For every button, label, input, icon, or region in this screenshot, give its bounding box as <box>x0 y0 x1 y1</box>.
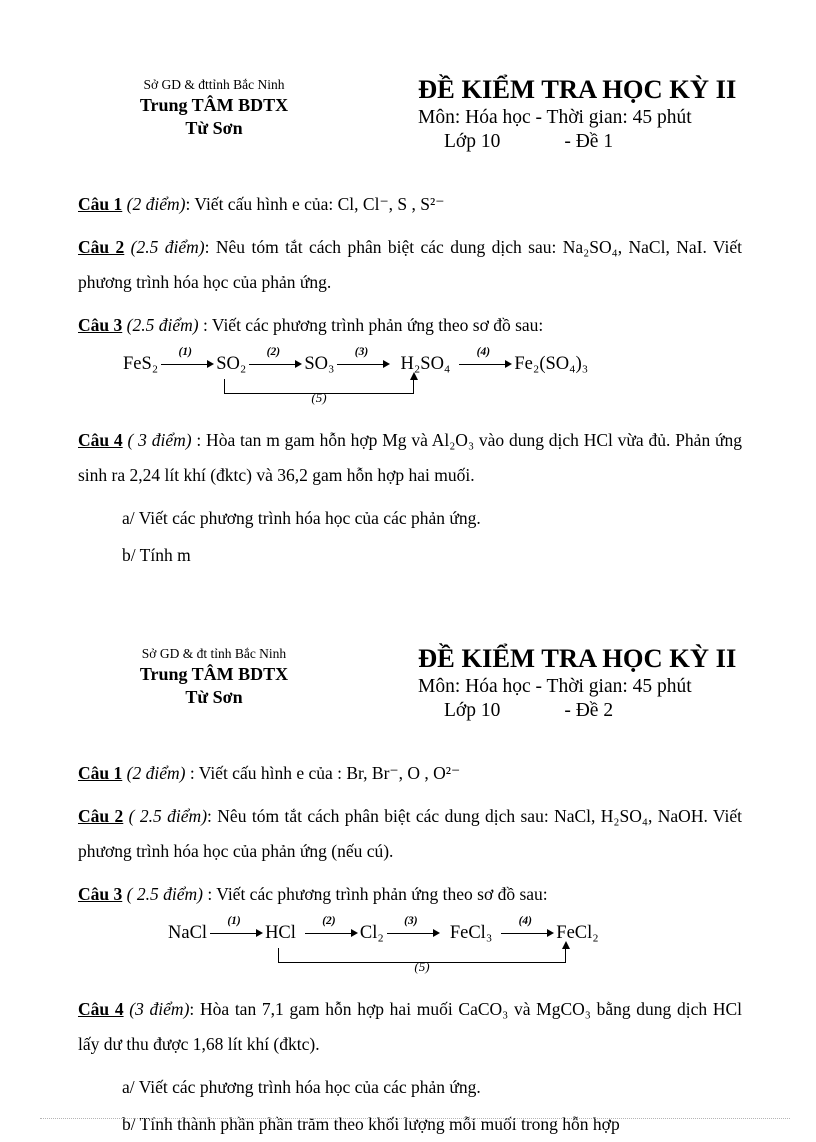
question-4-points: ( 3 điểm) <box>122 430 192 450</box>
question-3 <box>78 308 742 343</box>
exam-subtitle: Môn: Hóa học - Thời gian: 45 phút <box>418 107 692 128</box>
reaction-arrow-4 <box>458 346 512 377</box>
reaction-arrow-1 <box>160 346 214 377</box>
question-1-points: (2 điểm) <box>122 194 186 214</box>
reaction-arrow-4 <box>500 915 554 946</box>
title-block <box>418 643 736 722</box>
arrow-label-2: (2) <box>266 346 281 358</box>
question-1-text: : Viết cấu hình e của: Cl, Cl⁻, S , S²⁻ <box>185 194 445 214</box>
exam-de-1 <box>78 74 742 573</box>
question-2 <box>78 230 742 300</box>
question-1-label: Câu 1 <box>78 763 123 783</box>
question-4a: a/ Viết các phương trình hóa học của các phản ứng. <box>122 508 481 528</box>
exam-de-2 <box>78 643 742 1142</box>
question-4 <box>78 992 742 1062</box>
school-location: Từ Sơn <box>185 118 243 139</box>
exam-number: - Đề 2 <box>564 700 614 721</box>
question-2-label: Câu 2 <box>78 237 125 257</box>
question-3 <box>78 877 742 912</box>
school-department: Sở GD & đt tỉnh Bắc Ninh <box>141 646 287 661</box>
formula-cl2: Cl₂ <box>359 923 384 943</box>
exam-class-line <box>418 700 736 722</box>
exam-header-2 <box>78 643 742 722</box>
question-4-label: Câu 4 <box>78 430 123 450</box>
exam-title: ĐỀ KIỂM TRA HỌC KỲ II <box>418 74 737 104</box>
formula-so3: SO₃ <box>304 354 335 374</box>
arrow-label-2: (2) <box>322 915 336 927</box>
formula-h2so4: H₂SO₄ <box>400 354 451 374</box>
arrow-label-4: (4) <box>476 346 491 358</box>
question-4-text: : Hòa tan m gam hỗn hợp Mg và Al₂O₃ vào dung dịch HCl vừa đủ. Phản ứng sinh ra 2,24 lít khí (đktc) và 36,2 gam hỗn hợp hai muối. <box>78 430 742 485</box>
question-4a: a/ Viết các phương trình hóa học của các phản ứng. <box>122 1077 481 1097</box>
question-1-label: Câu 1 <box>78 194 123 214</box>
question-4b: b/ Tính m <box>122 545 191 565</box>
question-4b: b/ Tính thành phần phần trăm theo khối lượng mỗi muối trong hỗn hợp <box>122 1114 620 1134</box>
reaction-loop-arrow <box>224 379 414 405</box>
question-1 <box>78 187 742 222</box>
question-2-text: : Nêu tóm tắt cách phân biệt các dung dịch sau: Na₂SO₄, NaCl, NaI. Viết phương trình hóa học của phản ứng. <box>78 237 742 292</box>
exam-title: ĐỀ KIỂM TRA HỌC KỲ II <box>418 643 737 673</box>
question-3-text: : Viết các phương trình phản ứng theo sơ đồ sau: <box>198 315 544 335</box>
school-location: Từ Sơn <box>185 687 243 708</box>
reaction-arrow-3 <box>336 346 390 377</box>
exam-number: - Đề 1 <box>564 131 614 152</box>
reaction-arrow-2 <box>248 346 302 377</box>
question-1 <box>78 756 742 791</box>
school-block <box>88 74 340 141</box>
school-block <box>88 643 340 710</box>
reaction-arrow-3 <box>386 915 440 946</box>
arrow-label-3: (3) <box>404 915 418 927</box>
question-2-points: ( 2.5 điểm) <box>123 806 208 826</box>
page-bottom-dotted-rule <box>40 1118 790 1119</box>
question-4-points: (3 điểm) <box>123 999 190 1019</box>
loop-label: (5) <box>414 959 430 974</box>
school-center-name: Trung TÂM BDTX <box>139 94 289 115</box>
question-2-label: Câu 2 <box>78 806 124 826</box>
formula-fecl3: FeCl₃ <box>449 923 493 943</box>
formula-fe2so43: Fe₂(SO₄)₃ <box>514 354 589 374</box>
question-2-points: (2.5 điểm) <box>124 237 205 257</box>
exam-class: Lớp 10 <box>444 131 501 152</box>
question-2-text: : Nêu tóm tắt cách phân biệt các dung dịch sau: NaCl, H₂SO₄, NaOH. Viết phương trình hóa học của phản ứng (nếu cú). <box>78 806 742 861</box>
arrow-label-3: (3) <box>354 346 369 358</box>
arrow-label-4: (4) <box>518 915 532 927</box>
reaction-arrow-2 <box>304 915 358 946</box>
arrow-label-1: (1) <box>178 346 192 358</box>
exam-class-line <box>418 131 736 153</box>
exam-subtitle: Môn: Hóa học - Thời gian: 45 phút <box>418 676 692 697</box>
question-3-label: Câu 3 <box>78 884 123 904</box>
reaction-scheme-2 <box>78 915 742 986</box>
question-2 <box>78 799 742 869</box>
formula-hcl: HCl <box>265 923 296 943</box>
school-department: Sở GD & đttỉnh Bắc Ninh <box>143 77 285 92</box>
exam-header-1 <box>78 74 742 153</box>
question-4-text: : Hòa tan 7,1 gam hỗn hợp hai muối CaCO₃ và MgCO₃ bằng dung dịch HCl lấy dư thu được 1,68 lít khí (đktc). <box>78 999 743 1054</box>
question-4-label: Câu 4 <box>78 999 124 1019</box>
reaction-scheme-1 <box>78 346 742 417</box>
question-3-text: : Viết các phương trình phản ứng theo sơ đồ sau: <box>202 884 548 904</box>
question-1-points: (2 điểm) <box>122 763 186 783</box>
question-1-text: : Viết cấu hình e của : Br, Br⁻, O , O²⁻ <box>185 763 461 783</box>
reaction-arrow-1 <box>209 915 263 946</box>
title-block <box>418 74 736 153</box>
formula-fes2: FeS₂ <box>123 354 159 374</box>
question-3-label: Câu 3 <box>78 315 123 335</box>
question-3-points: (2.5 điểm) <box>122 315 199 335</box>
question-3-points: ( 2.5 điểm) <box>122 884 203 904</box>
arrow-label-1: (1) <box>227 915 241 927</box>
loop-label: (5) <box>311 390 327 405</box>
reaction-loop-arrow <box>278 948 566 974</box>
exam-class: Lớp 10 <box>444 700 501 721</box>
formula-so2: SO₂ <box>216 354 247 374</box>
formula-fecl2: FeCl₂ <box>556 923 599 943</box>
formula-nacl: NaCl <box>168 923 208 943</box>
question-4 <box>78 423 742 493</box>
school-center-name: Trung TÂM BDTX <box>139 663 289 684</box>
